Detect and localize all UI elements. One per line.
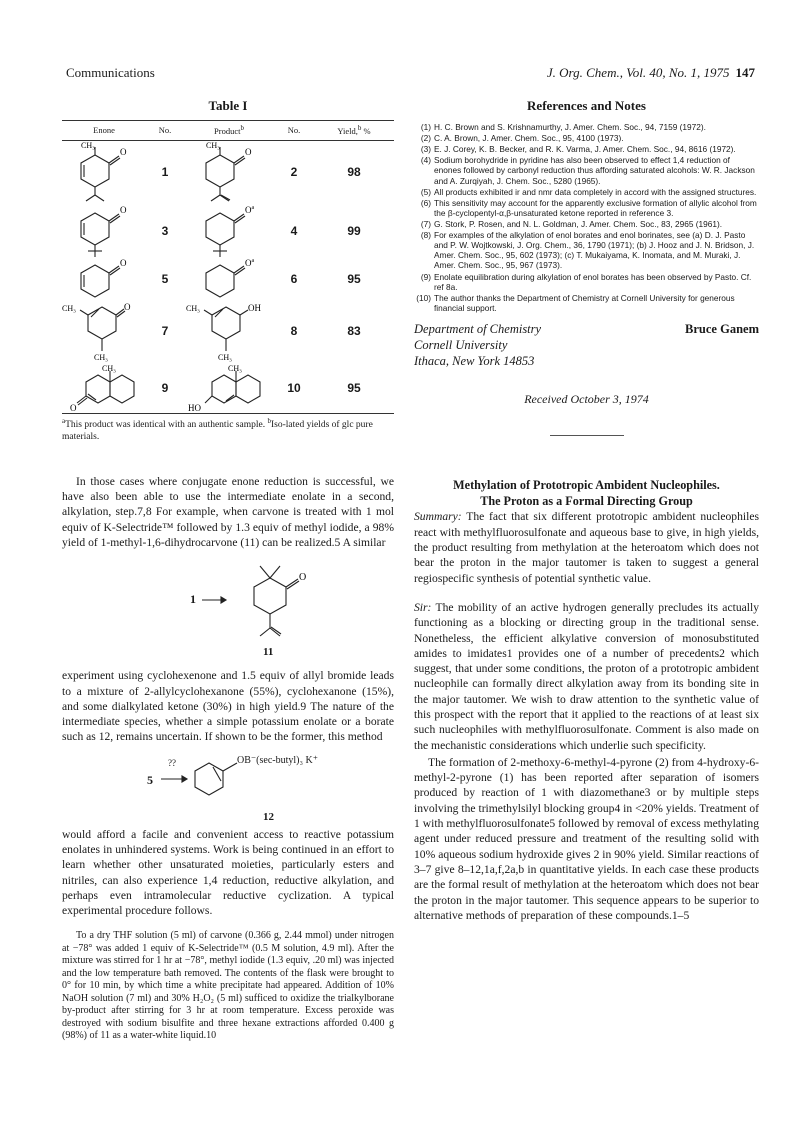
- paragraph-alkylation: In those cases where conjugate enone reduction is successful, we have also been able to use the intermediate enolate in a second, alkylation, step.7,8 For example, when carvone is treated with 1 mol equiv of K-Selectride™ followed by 1.3 equiv of methyl iodide, a 98% yield of 1-methyl-1,6-dihydrocarvone (11) can be realized.5 A similar: [62, 474, 394, 549]
- table-row: [62, 259, 394, 299]
- table-header-row: [62, 121, 394, 140]
- yield-value: 95: [347, 271, 361, 286]
- ref-text: The author thanks the Department of Chemistry at Cornell University for generous financial support.: [434, 292, 735, 313]
- scheme2-from: 5: [147, 772, 153, 787]
- oa-label-o: O: [245, 258, 252, 268]
- paragraph-outlook: would afford a facile and convenient access to reactive potassium enolates in unhindered systems. Work is being continued in an effort to learn whether other unsaturated moieties, particularly esters and nitriles, can also experience 1,4 reduction, reductive alkylation, and perhaps even intramolecular reductive cyclization. A typical experimental procedure follows.: [62, 827, 394, 918]
- th-product-sup: b: [240, 124, 244, 132]
- ch3-label: CH₃: [218, 352, 232, 362]
- reference-item: [414, 187, 759, 197]
- ref-text: E. J. Corey, K. B. Becker, and R. K. Varma, J. Amer. Chem. Soc., 94, 8616 (1972).: [434, 144, 736, 155]
- ref-text: All products exhibited ir and nmr data completely in accord with the assigned structures.: [434, 186, 757, 197]
- structure-product-6: [184, 259, 274, 299]
- o-label: O: [299, 572, 307, 584]
- dihydrocarvone-structure: [192, 141, 266, 203]
- structure-enone-3: [62, 203, 146, 259]
- reference-item: [414, 198, 759, 218]
- ref-text: H. C. Brown and S. Krishnamurthy, J. Amer. Chem. Soc., 94, 7159 (1972).: [434, 122, 706, 132]
- reference-item: [414, 293, 759, 313]
- ref-number: (5): [420, 186, 431, 197]
- reference-item: [414, 155, 759, 185]
- ref-number: (9): [420, 271, 431, 282]
- product-number: 10: [287, 380, 301, 395]
- sir-text: The mobility of an active hydrogen generally precludes its actually functioning as a blocking or directing group in the traditional sense. Nonetheless, the efficient alkylative conversion of monosubstituted amides to imidates1 provides one of a number of precedents2 which suggest, that under some conditions, the proton of a prototropic ambident nucleophile can formally direct alkylation away from its bonding site in the major tautomer. We wish to draw attention to the synthetic value of this prospect with the report that it applied to the reactions of at least six such nucleophiles with methylfluorosulfonate. Comment is also made on the mechanistic considerations which underlie such specificity.: [414, 600, 759, 752]
- tert-butylcyclohexanone-structure: [192, 203, 266, 259]
- reference-item: [414, 133, 759, 143]
- structure-carvone: [62, 141, 146, 203]
- sir-paragraph: [414, 600, 759, 753]
- product-number: 8: [290, 323, 298, 338]
- borate-group-label: OB⁻(sec-butyl)₃ K⁺: [237, 754, 318, 766]
- carvone-structure: [67, 141, 141, 203]
- o-label: O: [120, 146, 127, 157]
- ch3-label: CH₃: [94, 352, 108, 362]
- product-number: 6: [290, 271, 298, 286]
- th-yield-unit: %: [363, 125, 371, 136]
- ch3-label: CH₃: [102, 363, 116, 373]
- enone-number: 1: [161, 164, 169, 179]
- structure-product-10: [184, 363, 274, 413]
- th-product: [184, 121, 274, 140]
- ch3-label: CH₃: [206, 140, 220, 150]
- left-column: [62, 98, 394, 1043]
- pyrone-paragraph: The formation of 2-methoxy-6-methyl-4-pyrone (2) from 4-hydroxy-6-methyl-2-pyrone (1) has been reported after separation of isomers produced by reaction of 1 with diazomethane3 or by multiple steps involving the trimethylsilyl blocking group4 in <20% yields. Treatment of 1 with methylfluorosulfonate5 followed by removal of excess methylating agent under reduced pressure and treatment of the resulting solid with 10% aqueous sodium hydroxide gives 2 in 90% yield. Similar reactions of 3–7 give 8–12,1a,f,2a,b in quantitative yields. In each case these products are the formal result of methylation at the heteroatom which does not bear the proton in the major tautomer. This sequence appears to be superior to alternative methods of preparation of these compounds.1–5: [414, 755, 759, 922]
- ref-number: (1): [420, 122, 431, 132]
- city: Ithaca, New York 14853: [414, 354, 535, 369]
- footnote-a: This product was identical with an authentic sample.: [65, 419, 266, 430]
- dimethylcyclohexenol-structure: [184, 299, 274, 363]
- o-label: O: [120, 258, 127, 268]
- article-title-line2: The Proton as a Formal Directing Group: [480, 493, 693, 508]
- table-bottom-rule: [62, 413, 394, 414]
- footnote-b-mark: b: [267, 416, 271, 425]
- experimental-procedure: To a dry THF solution (5 ml) of carvone (0.366 g, 2.44 mmol) under nitrogen at −78° was added 1 equiv of K-Selectride™ (0.5 M solution, 4.9 ml). After the mixture was stirred for 1 hr at −78°, methyl iodide (1.3 equiv, .20 ml) was injected and the low temperature bath removed. The contents of the flask were brought to 0° for 10 min, by which time a white precipitate had appeared. Addition of 10% NaOH solution (7 ml) and 30% H₂O₂ (5 ml) sufficed to oxidize the trialkylborane by-product after stirring for 3 hr at room temperature. Excess peroxide was destroyed with sodium bisulfite and three hexane extractions afforded 0.400 g (98%) of 11 as a water-white liquid.10: [62, 930, 394, 1042]
- o-label: O: [120, 204, 127, 215]
- page-number: 147: [735, 65, 755, 80]
- reference-item: [414, 122, 759, 132]
- yield-value: 98: [347, 164, 361, 179]
- compound-12-label: 12: [263, 810, 274, 823]
- o-label: O: [70, 402, 77, 413]
- oa-label-sup: a: [251, 258, 255, 264]
- ref-number: (8): [420, 230, 431, 241]
- ch3-label: CH₃: [228, 363, 242, 373]
- ref-number: (6): [420, 197, 431, 208]
- octalone-structure: [62, 363, 146, 413]
- table-row: [62, 203, 394, 259]
- sir-label: Sir:: [414, 600, 432, 614]
- table-row: [62, 299, 394, 363]
- dimethylcyclohexenone-structure: [62, 299, 146, 363]
- th-no2: No.: [287, 124, 301, 135]
- article-title: [414, 478, 759, 510]
- ref-number: (10): [416, 292, 431, 303]
- cyclohexanone-structure: [192, 259, 266, 299]
- enone-number: 3: [161, 223, 169, 238]
- department: Department of Chemistry: [414, 321, 542, 336]
- structure-enone-7: [62, 299, 146, 363]
- enone-number: 5: [161, 271, 169, 286]
- th-product-text: Product: [214, 125, 241, 136]
- octalol-structure: [184, 363, 274, 413]
- reference-item: [414, 219, 759, 229]
- compound-11-structure: [190, 550, 390, 668]
- tert-butylcyclohexenone-structure: [67, 203, 141, 259]
- oa-label-sup: a: [251, 204, 255, 211]
- ref-text: This sensitivity may account for the apparently exclusive formation of allylic alcohol from the β-cyclopentyl-α,β-unsaturated ketone reported in reference 3.: [434, 197, 757, 218]
- scheme-12: [62, 745, 394, 827]
- product-number: 4: [290, 223, 298, 238]
- table-row: [62, 141, 394, 203]
- oh-label: OH: [248, 302, 261, 313]
- enone-number: 7: [161, 323, 169, 338]
- reference-item: [414, 230, 759, 270]
- enone-number: 9: [161, 380, 169, 395]
- th-no: No.: [158, 124, 172, 135]
- reference-item: [414, 144, 759, 154]
- running-head-section: Communications: [66, 65, 155, 80]
- oa-label: [245, 205, 255, 215]
- author-affiliation: [414, 321, 759, 370]
- ref-text: Sodium borohydride in pyridine has also been observed to effect 1,4 reduction of enones followed by carbonyl reduction thus affording saturated alcohols: W. R. Jackson and A. Zurqiyah, J. Chem. Soc., 5280 (1965).: [434, 155, 755, 186]
- yield-value: 95: [347, 380, 361, 395]
- table-title: Table I: [208, 98, 248, 113]
- summary-paragraph: [414, 509, 759, 585]
- ref-text: For examples of the alkylation of enol borates and enol borinates, see (a) D. J. Pasto and P. W. Wojtkowski, J. Org. Chem., 36, 1790 (1971); (b) J. Hooz and J. N. Bridson, J. Amer. Chem. Soc., 95, 602 (1973); (c) T. Mukaiyama, K. Inomata, and M. Muraki, J. Amer. Chem. Soc., 95, 967 (1973).: [434, 230, 755, 271]
- footnote-b: Iso-lated yields of glc pure materials.: [62, 419, 373, 442]
- received-date: Received October 3, 1974: [524, 391, 649, 406]
- ref-number: (3): [420, 144, 431, 155]
- scheme2-arrow-label: ??: [168, 757, 176, 768]
- running-head-journal: [547, 65, 755, 81]
- article-title-line1: Methylation of Prototropic Ambident Nucleophiles.: [453, 477, 720, 492]
- ref-number: (7): [420, 218, 431, 229]
- cyclohexenone-structure: [67, 259, 141, 299]
- yield-value: 99: [347, 223, 361, 238]
- o-label: O: [124, 301, 131, 312]
- summary-label: Summary:: [414, 510, 462, 524]
- ref-text: Enolate equilibration during alkylation of enol borates has been observed by Pasto. Cf. ref 8a.: [434, 271, 752, 292]
- ref-number: (4): [420, 155, 431, 166]
- structure-enone-9: [62, 363, 146, 413]
- yield-value: 83: [347, 323, 361, 338]
- ref-number: (2): [420, 133, 431, 144]
- th-yield-sup: b: [357, 124, 362, 132]
- ref-text: C. A. Brown, J. Amer. Chem. Soc., 95, 4100 (1973).: [434, 133, 624, 144]
- paragraph-allyl: experiment using cyclohexenone and 1.5 equiv of allyl bromide leads to a mixture of 2-allylcyclohexanone (55%), cyclohexanone (15%), and some dialkylated ketone (30%) in high yield.9 The nature of the intermediate species, whether a simple potassium enolate or a borate such as 12, remains uncertain. If shown to be the former, this method: [62, 669, 394, 744]
- compound-11-label: 11: [263, 646, 274, 659]
- right-column: [414, 98, 759, 923]
- structure-product-8: [184, 299, 274, 363]
- summary-text: The fact that six different prototropic ambident nucleophiles react with methylfluorosulfonate and aqueous base to give, in high yields, the product resulting from methylation at the heteroatom which does not bear the proton in the major tautomer is taken to suggest a general regiospecific synthesis of potential synthetic value.: [414, 510, 759, 585]
- ch3-label: CH₃: [62, 303, 76, 313]
- ho-label: HO: [188, 402, 201, 413]
- th-enone: Enone: [93, 124, 115, 135]
- references-list: [414, 122, 759, 313]
- journal-citation: J. Org. Chem., Vol. 40, No. 1, 1975: [546, 65, 730, 80]
- th-yield-text: Yield,: [337, 125, 358, 136]
- table-row: [62, 363, 394, 413]
- ch3-label: CH₃: [186, 303, 200, 313]
- scheme1-from: 1: [190, 592, 196, 607]
- th-yield: [314, 121, 394, 140]
- section-divider: [550, 435, 624, 436]
- scheme-11: [62, 550, 394, 668]
- table-enone-reduction: [62, 121, 394, 413]
- ref-text: G. Stork, P. Rosen, and N. L. Goldman, J. Amer. Chem. Soc., 83, 2965 (1961).: [434, 218, 723, 229]
- oa-label: [245, 259, 255, 268]
- author-name: Bruce Ganem: [685, 321, 759, 336]
- structure-product-2: [184, 141, 274, 203]
- structure-product-4: [184, 203, 274, 259]
- oa-label-o: O: [245, 204, 252, 215]
- ch3-label: CH₃: [81, 140, 95, 150]
- university: Cornell University: [414, 338, 508, 353]
- structure-enone-5: [62, 259, 146, 299]
- references-title: References and Notes: [527, 98, 646, 113]
- table-footnotes: [62, 417, 394, 444]
- footnote-a-mark: a: [62, 416, 66, 425]
- o-label: O: [245, 146, 252, 157]
- reference-item: [414, 272, 759, 292]
- product-number: 2: [290, 164, 298, 179]
